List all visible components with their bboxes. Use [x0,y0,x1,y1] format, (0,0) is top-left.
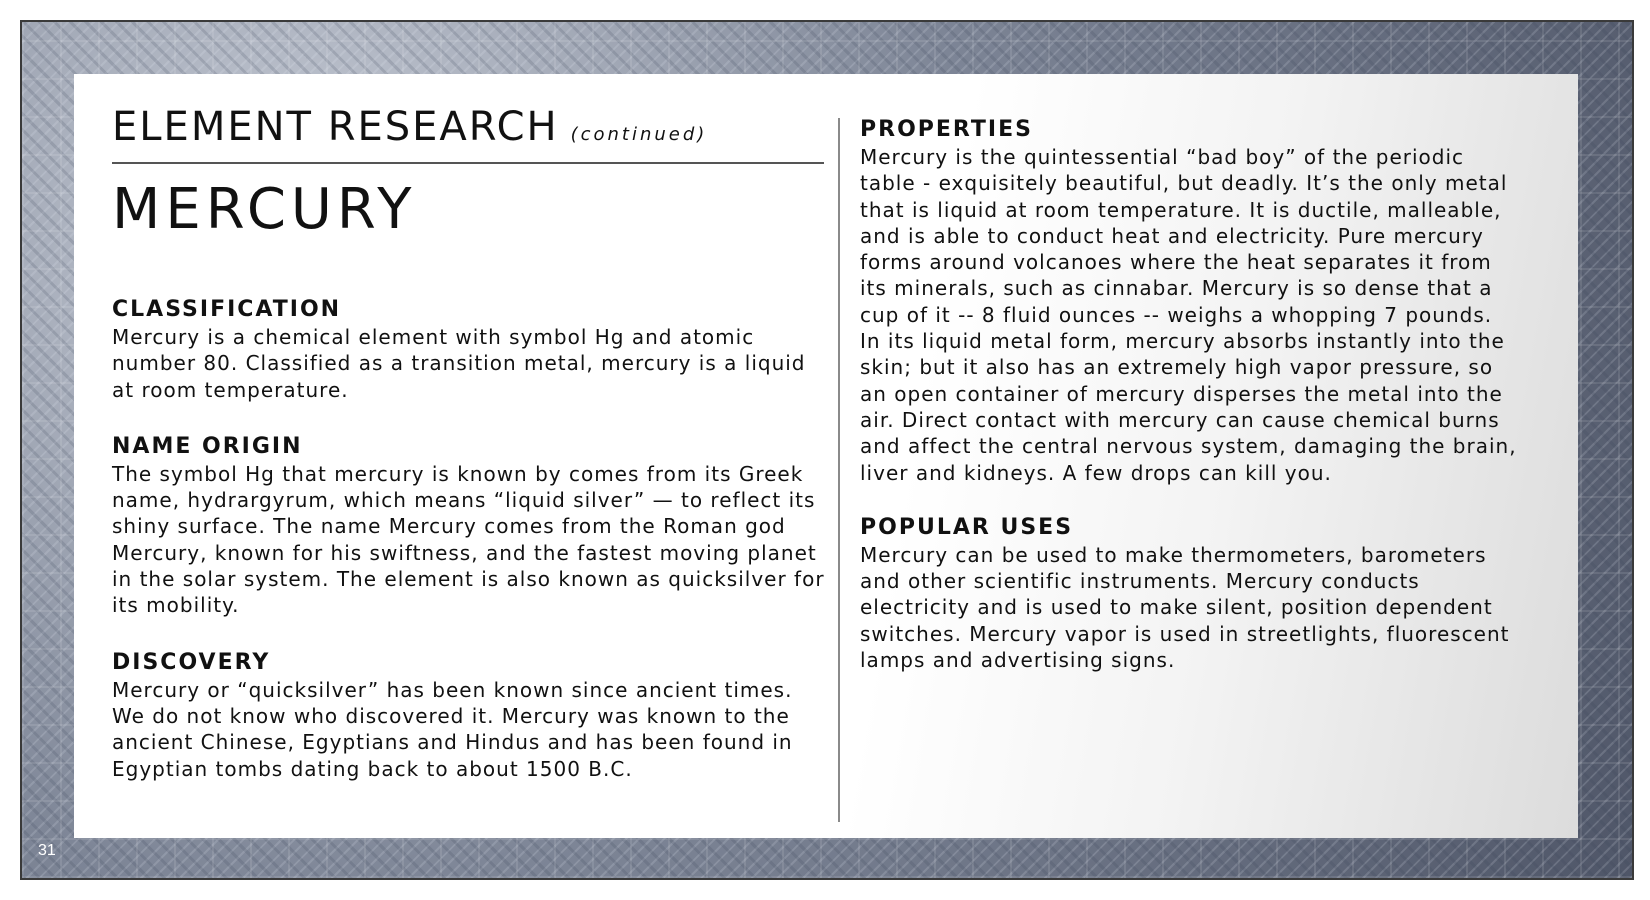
section-body: The symbol Hg that mercury is known by comes from its Greek name, hydrargyrum, which means “liquid silver” — to reflect its shiny surface. The name Mercury comes from the Roman god Mercury, known for his swiftness, and the fastest moving planet in the solar system. The element is also known as quicksilver for its mobility. [112,461,825,618]
column-divider [838,118,840,822]
section-heading: CLASSIFICATION [112,297,342,322]
section-properties [860,116,1520,486]
section-classification [112,296,832,403]
left-column [112,104,832,782]
section-body: Mercury can be used to make thermometers, barometers and other scientific instruments. Mercury conducts electricity and is used to make silent, position dependent switches. Mercury vapor is used in streetlights, fluorescent lamps and advertising signs. [860,542,1510,673]
section-discovery [112,649,832,782]
section-popular-uses [860,514,1520,673]
section-heading: NAME ORIGIN [112,433,303,459]
page-subtitle: (continued) [570,124,708,145]
section-body: Mercury is a chemical element with symbol Hg and atomic number 80. Classified as a transition metal, mercury is a liquid at room temperature. [112,325,806,402]
section-heading: DISCOVERY [112,649,271,675]
page-number: 31 [38,842,56,859]
content-panel [74,74,1578,838]
right-column [860,116,1520,673]
element-name: MERCURY [112,177,417,242]
page-title: ELEMENT RESEARCH [112,104,559,150]
page [20,20,1634,880]
section-body: Mercury or “quicksilver” has been known since ancient times. We do not know who discovered it. Mercury was known to the ancient Chinese, Egyptians and Hindus and has been found in Egyptian tombs dating back to about 1500 B.C. [112,677,793,781]
header-divider [112,162,824,164]
page-header [112,104,832,156]
section-heading: POPULAR USES [860,514,1074,540]
section-name-origin [112,433,832,619]
section-heading: PROPERTIES [860,117,1033,142]
section-body: Mercury is the quintessential “bad boy” of the periodic table - exquisitely beautiful, but deadly. It’s the only metal that is liquid at room temperature. It is ductile, malleable, and is able to conduct heat and electricity. Pure mercury forms around volcanoes where the heat separates it from its minerals, such as cinnabar. Mercury is so dense that a cup of it -- 8 fluid ounces -- weighs a whopping 7 pounds. In its liquid metal form, mercury absorbs instantly into the skin; but it also has an extremely high vapor pressure, so an open container of mercury disperses the metal into the air. Direct contact with mercury can cause chemical burns and affect the central nervous system, damaging the brain, liver and kidneys. A few drops can kill you. [860,145,1517,485]
